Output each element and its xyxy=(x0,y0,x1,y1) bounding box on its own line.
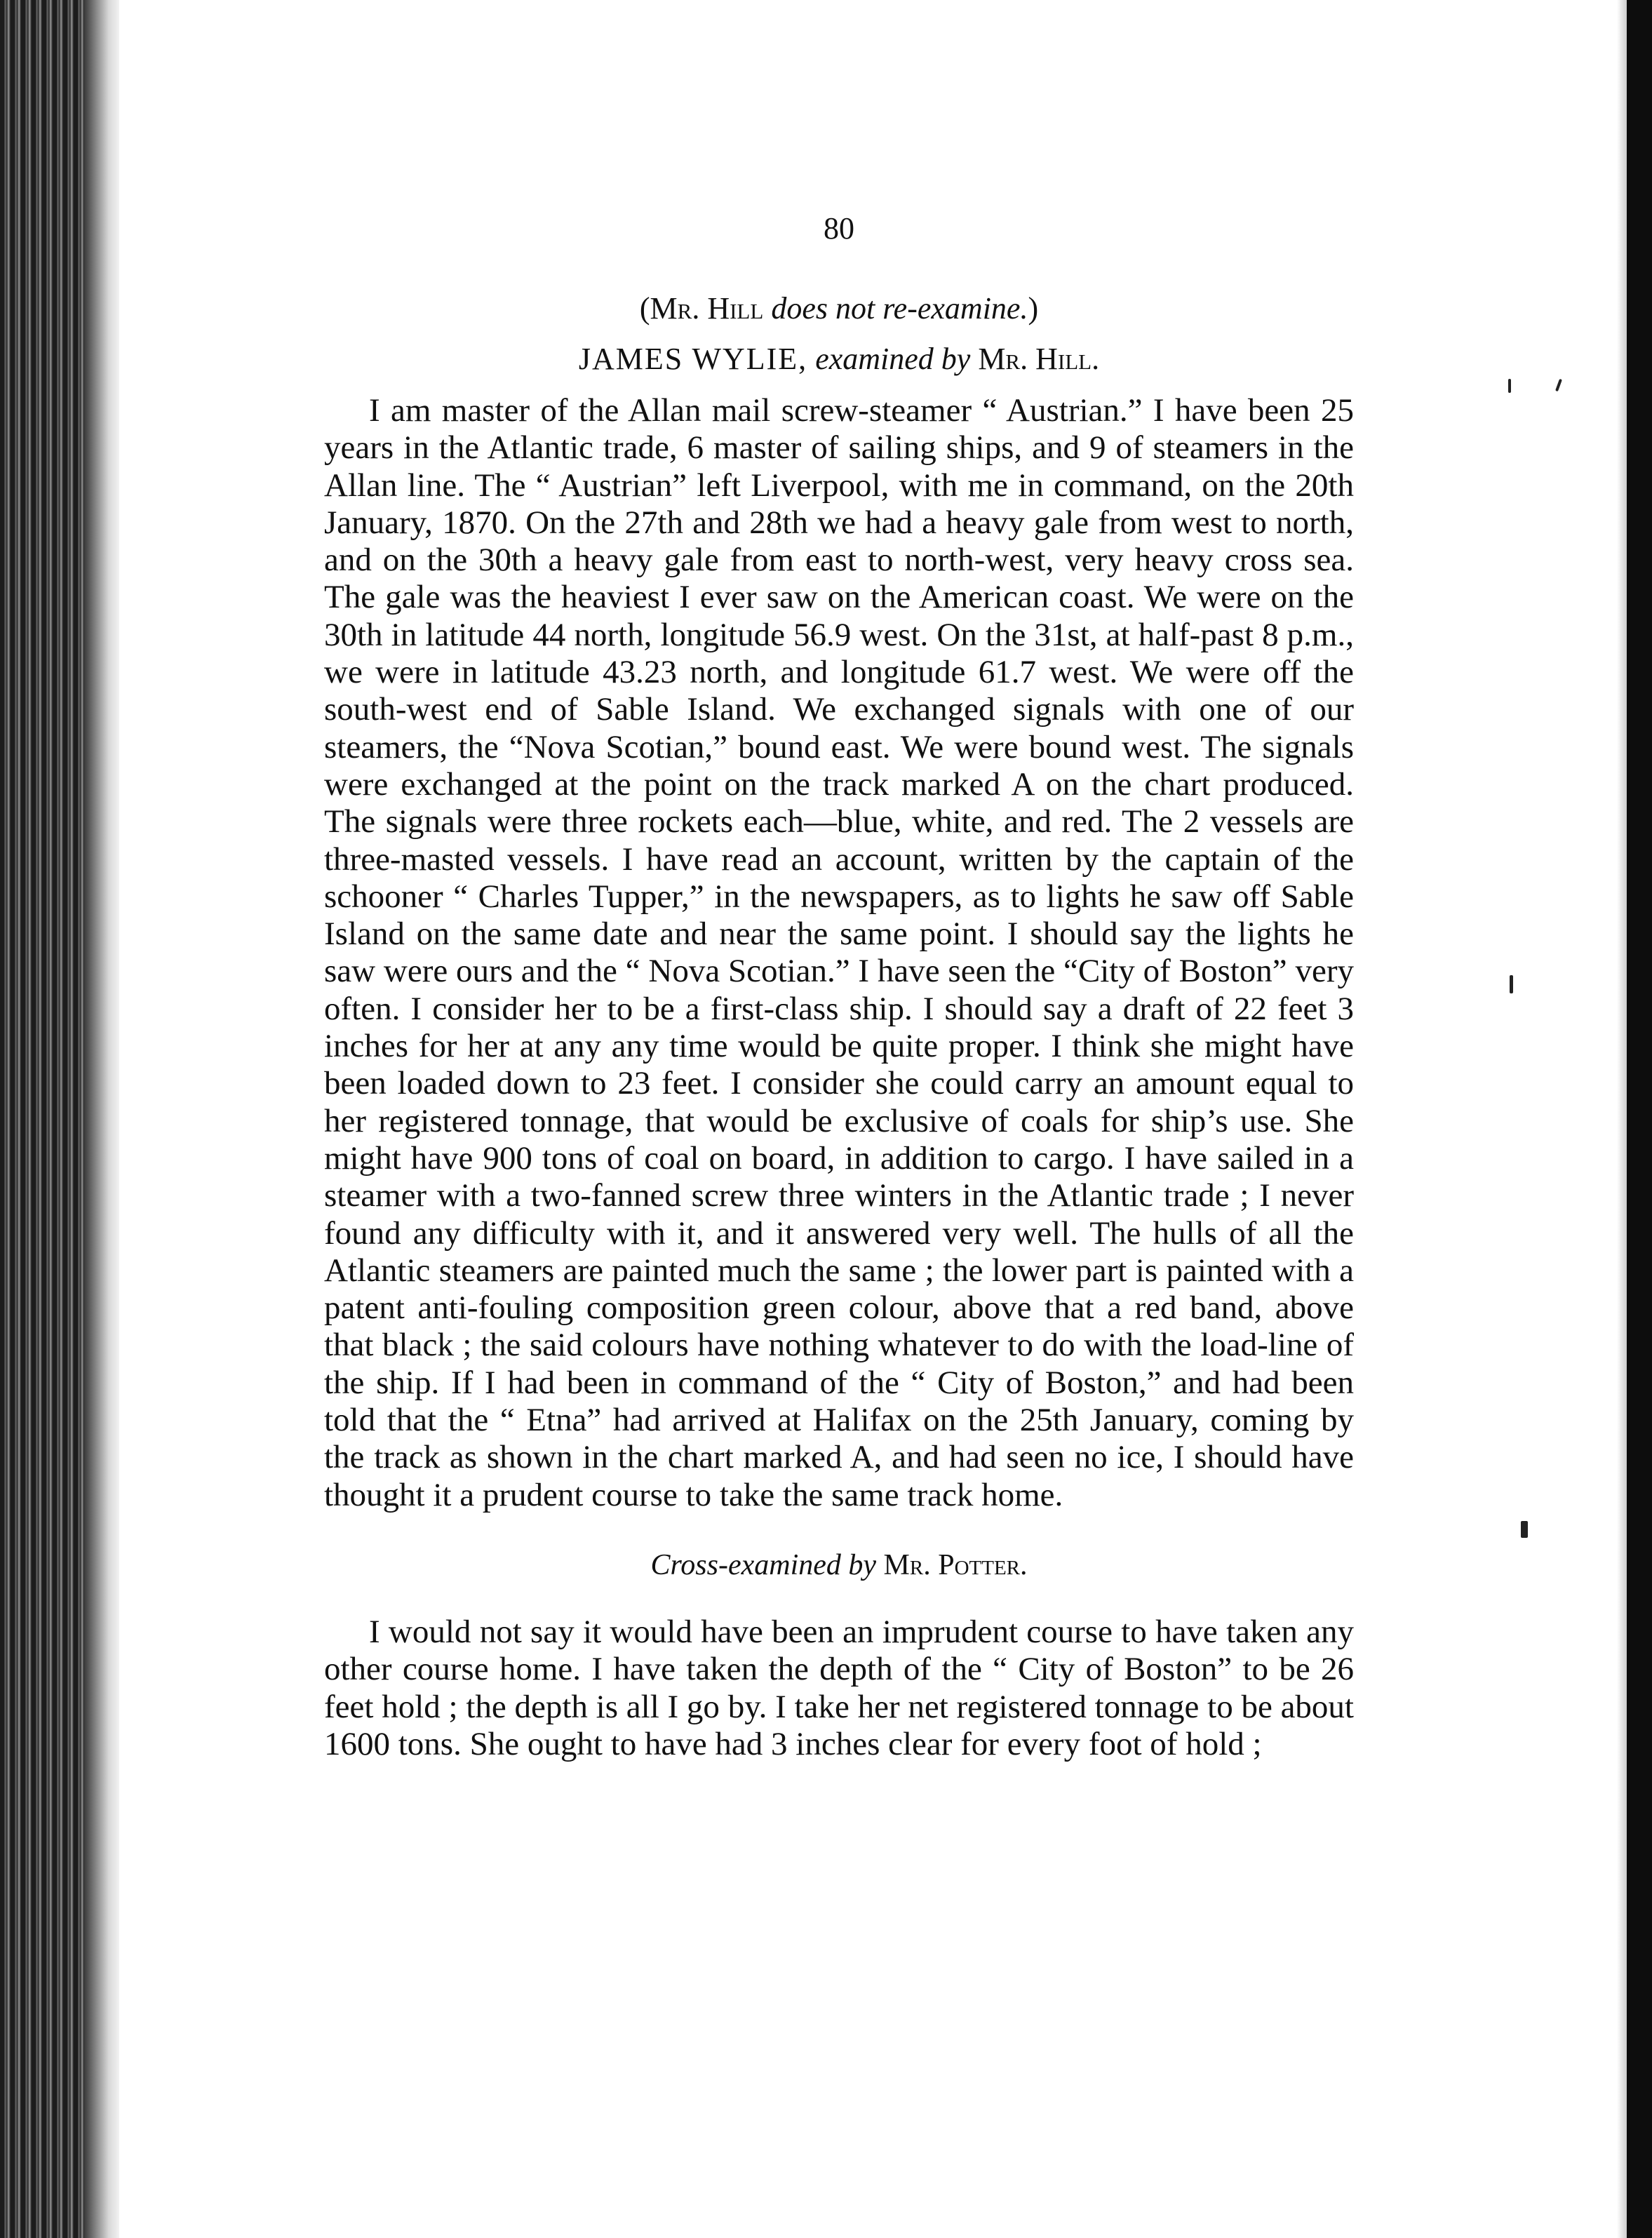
margin-mark xyxy=(1508,379,1511,393)
cross-examination-paragraph: I would not say it would have been an imprudent course to have taken any other course home. I have taken the depth of the “ City of Boston” to be 26 feet hold ; the depth is all I go by. I take her net registered tonnage to be about 1600 tons. She ought to have had 3 inches clear for every foot of hold ; xyxy=(324,1613,1354,1762)
witness-heading xyxy=(324,339,1354,380)
margin-mark xyxy=(1510,975,1513,993)
witness-examiner: Mr. Hill. xyxy=(978,342,1100,376)
note-close: ) xyxy=(1028,291,1039,326)
cross-examiner: Mr. Potter. xyxy=(883,1548,1028,1581)
witness-phrase: examined by xyxy=(815,342,971,376)
margin-mark xyxy=(1521,1521,1528,1538)
testimony-paragraph: I am master of the Allan mail screw-steamer “ Austrian.” I have been 25 years in the Atlantic trade, 6 master of sailing ships, and 9 of steamers in the Allan line. The “ Austrian” left Liverpool, with me in command, on the 20th January, 1870. On the 27th and 28th we had a heavy gale from west to north, and on the 30th a heavy gale from east to north-west, very heavy cross sea. The gale was the heaviest I ever saw on the American coast. We were on the 30th in latitude 44 north, longitude 56.9 west. On the 31st, at half-past 8 p.m., we were in latitude 43.23 north, and longitude 61.7 west. We were off the south-west end of Sable Island. We exchanged signals with one of our steamers, the “Nova Scotian,” bound east. We were bound west. The signals were exchanged at the point on the track marked A on the chart produced. The signals were three rockets each—blue, white, and red. The 2 vessels are three-masted vessels. I have read an account, written by the captain of the schooner “ Charles Tupper,” in the newspapers, as to lights he saw off Sable Island on the same date and near the same point. I should say the lights he saw were ours and the “ Nova Scotian.” I have seen the “City of Boston” very often. I consider her to be a first-class ship. I should say a draft of 22 feet 3 inches for her at any any time would be quite proper. I think she might have been loaded down to 23 feet. I consider she could carry an amount equal to her registered tonnage, that would be exclusive of coals for ship’s use. She might have 900 tons of coal on board, in addition to cargo. I have sailed in a steamer with a two-fanned screw three winters in the Atlantic trade ; I never found any difficulty with it, and it answered very well. The hulls of all the Atlantic steamers are painted much the same ; the lower part is painted with a patent anti-fouling composition green colour, above that a red band, above that black ; the said colours have nothing whatever to do with the load-line of the ship. If I had been in command of the “ City of Boston,” and had been told that the “ Etna” had arrived at Halifax on the 25th January, coming by the track as shown in the chart marked A, and had seen no ice, I should have thought it a prudent course to take the same track home. xyxy=(324,392,1354,1513)
page-edge-shadow xyxy=(1617,0,1627,2238)
page-number: 80 xyxy=(824,211,854,246)
cross-phrase: Cross-examined by xyxy=(650,1548,877,1581)
note-open: ( xyxy=(639,291,650,326)
book-binding-edge xyxy=(0,0,84,2238)
scan-border xyxy=(1627,0,1652,2238)
page-gutter-shadow xyxy=(84,0,119,2238)
witness-name: JAMES WYLIE, xyxy=(578,342,808,376)
note-phrase: does not re-examine. xyxy=(771,291,1028,326)
page-content xyxy=(324,210,1354,1763)
margin-mark xyxy=(1555,379,1562,391)
examination-note xyxy=(324,288,1354,329)
note-name: Mr. Hill xyxy=(650,291,764,326)
cross-examination-heading xyxy=(324,1545,1354,1586)
